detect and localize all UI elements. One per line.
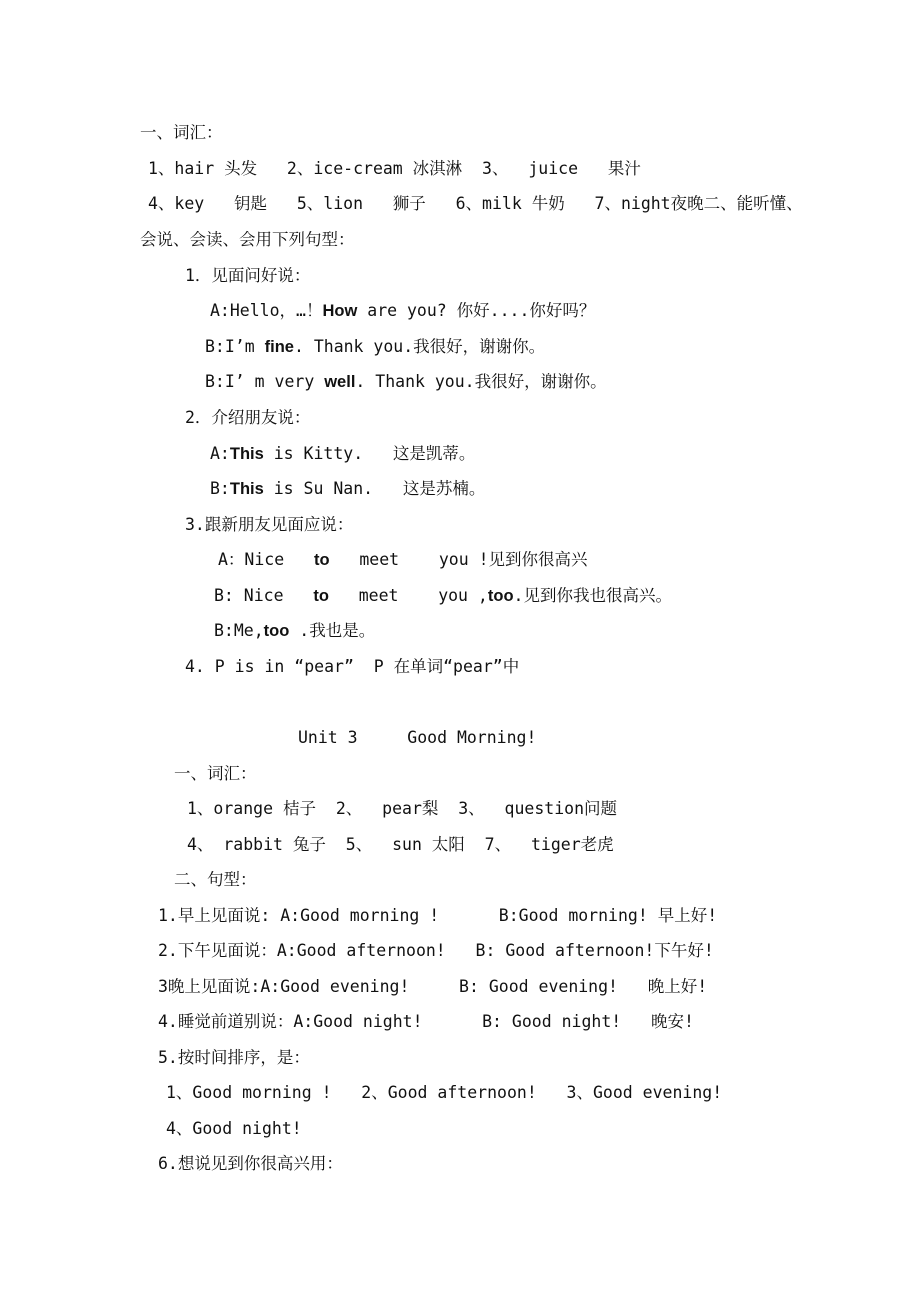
dialogue-line: A:Hello，…！How are you? 你好....你好吗？ xyxy=(210,301,596,320)
vocab-line: 4、key 钥匙 5、lion 狮子 6、milk 牛奶 7、night夜晚二、能听懂、 xyxy=(148,194,803,213)
sentence-line: 4、Good night! xyxy=(166,1119,302,1138)
sentence-line: 1、Good morning ! 2、Good afternoon! 3、Good evening! xyxy=(166,1083,723,1102)
text-line: 会说、会读、会用下列句型： xyxy=(140,230,355,249)
section-heading-vocabulary: 一、词汇： xyxy=(174,764,257,783)
sentence-line: 5.按时间排序，是： xyxy=(158,1048,310,1067)
dialogue-line: A：Nice to meet you !见到你很高兴 xyxy=(218,550,588,569)
section-heading-sentences: 二、句型： xyxy=(174,870,257,889)
dialogue-line: B:I’m fine. Thank you.我很好，谢谢你。 xyxy=(205,337,546,356)
dialogue-line: B:I’ m very well. Thank you.我很好，谢谢你。 xyxy=(205,372,607,391)
unit-title: Unit 3 Good Morning! xyxy=(298,728,537,747)
dialogue-line: B:This is Su Nan. 这是苏楠。 xyxy=(210,479,486,498)
sentence-line: 3晚上见面说:A:Good evening! B: Good evening! 晚上好! xyxy=(158,977,708,996)
dialogue-line: B:Me,too .我也是。 xyxy=(214,621,376,640)
item-title: 3.跟新朋友见面应说： xyxy=(185,515,354,534)
sentence-line: 2.下午见面说：A:Good afternoon! B: Good afternoon!下午好! xyxy=(158,941,714,960)
dialogue-line: A:This is Kitty. 这是凯蒂。 xyxy=(210,444,476,463)
item-line: 4. P is in “pear” P 在单词“pear”中 xyxy=(185,657,520,676)
sentence-line: 1.早上见面说: A:Good morning ! B:Good morning! 早上好! xyxy=(158,906,718,925)
vocab-line: 1、hair 头发 2、ice-cream 冰淇淋 3、 juice 果汁 xyxy=(148,159,641,178)
sentence-line: 6.想说见到你很高兴用： xyxy=(158,1154,343,1173)
dialogue-line: B: Nice to meet you ,too.见到你我也很高兴。 xyxy=(214,586,672,605)
section-heading-vocabulary: 一、词汇： xyxy=(140,123,223,142)
vocab-line: 4、 rabbit 兔子 5、 sun 太阳 7、 tiger老虎 xyxy=(187,835,614,854)
item-title: 2．介绍朋友说： xyxy=(185,408,311,427)
sentence-line: 4.睡觉前道别说：A:Good night! B: Good night! 晚安! xyxy=(158,1012,694,1031)
item-title: 1．见面问好说： xyxy=(185,266,311,285)
vocab-line: 1、orange 桔子 2、 pear梨 3、 question问题 xyxy=(187,799,618,818)
